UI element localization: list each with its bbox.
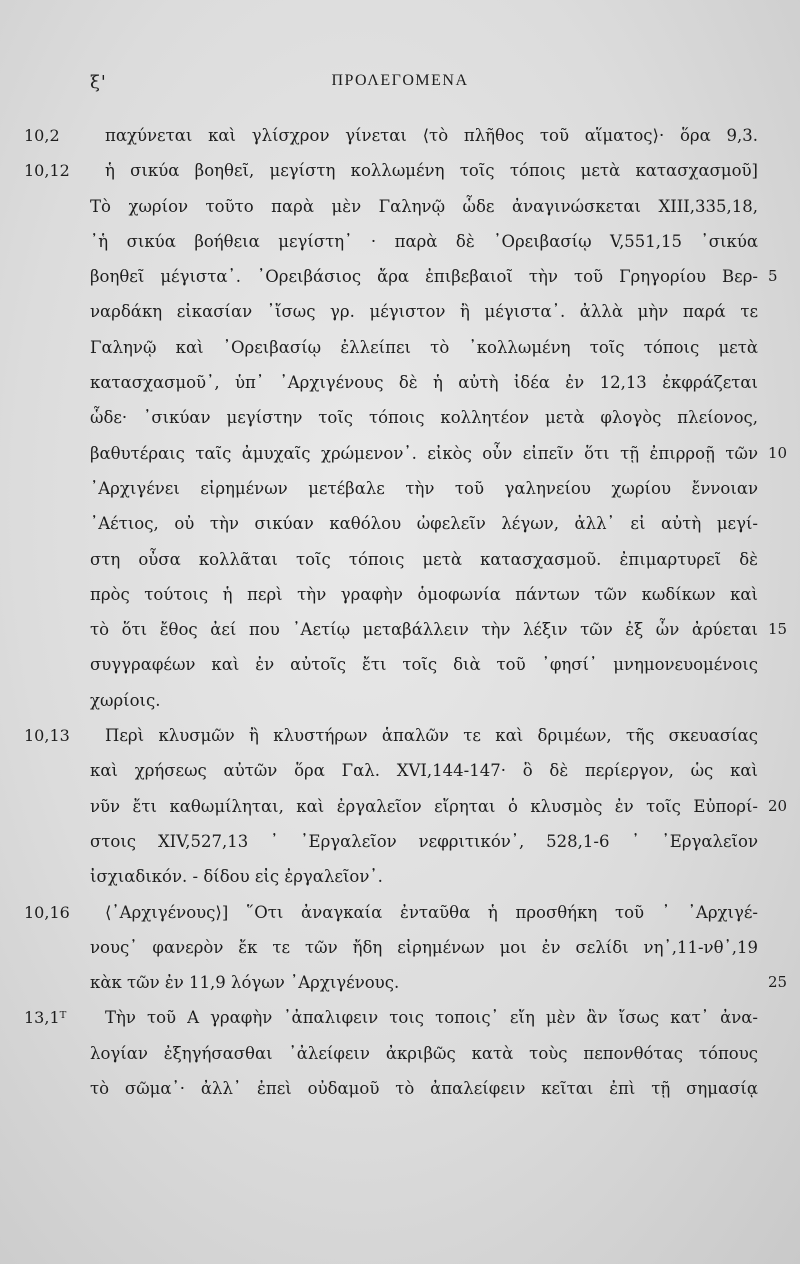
margin-line-number: 10 [768, 443, 788, 462]
text-line [0, 436, 800, 471]
text-line [0, 789, 800, 824]
text-line [0, 577, 800, 612]
text-line [0, 330, 800, 365]
line-text: βοηθεῖ μέγιστα᾿. ᾿Ορειβάσιος ἄρα ἐπιβεβαιοῖ τὴν τοῦ Γρηγορίου Βερ- [90, 267, 758, 287]
text-line [0, 365, 800, 400]
line-text: Τὴν τοῦ Α γραφὴν ᾿ἀπαλιφειν τοις τοποις᾿ εἴη μὲν ἂν ἴσως κατ᾿ ἀνα- [105, 1008, 758, 1028]
text-line [0, 824, 800, 859]
text-line [0, 718, 800, 753]
text-line [0, 259, 800, 294]
line-text: κατασχασμοῦ᾿, ὑπ᾿ ᾿Αρχιγένους δὲ ἡ αὐτὴ ἰδέα ἐν 12,13 ἐκφράζεται [90, 373, 758, 393]
line-text: ἡ σικύα βοηθεῖ, μεγίστη κολλωμένη τοῖς τόποις μετὰ κατασχασμοῦ] [105, 161, 758, 181]
line-text: χωρίοις. [90, 690, 161, 710]
margin-line-number: 20 [768, 796, 788, 815]
line-text: ὧδε· ᾿σικύαν μεγίστην τοῖς τόποις κολλητέον μετὰ φλογὸς πλείονος, [90, 408, 758, 428]
line-text: νους᾿ φανερὸν ἔκ τε τῶν ἤδη εἰρημένων μοι ἐν σελίδι νη᾿,11-νθ᾿,19 [90, 937, 758, 957]
text-line [0, 400, 800, 435]
line-text: καὶ χρήσεως αὐτῶν ὅρα Γαλ. XVI,144-147· ὃ δὲ περίεργον, ὡς καὶ [90, 761, 758, 781]
line-text: τὸ σῶμα᾿· ἀλλ᾿ ἐπεὶ οὐδαμοῦ τὸ ἀπαλείφειν κεῖται ἐπὶ τῇ σημασίᾳ [90, 1079, 758, 1099]
line-text: ᾿Αέτιος, οὐ τὴν σικύαν καθόλου ὠφελεῖν λέγων, ἀλλ᾿ εἰ αὐτὴ μεγί- [90, 514, 758, 534]
text-line [0, 294, 800, 329]
line-text: παχύνεται καὶ γλίσχρον γίνεται ⟨τὸ πλῆθος τοῦ αἵματος⟩· ὅρα 9,3. [105, 126, 758, 145]
line-text: ᾿Αρχιγένει εἰρημένων μετέβαλε τὴν τοῦ γαληνείου χωρίου ἔννοιαν [90, 478, 758, 498]
text-line [0, 542, 800, 577]
text-line [0, 859, 800, 894]
line-text: πρὸς τούτοις ἡ περὶ τὴν γραφὴν ὁμοφωνία πάντων τῶν κωδίκων καὶ [90, 584, 758, 604]
text-line [0, 189, 800, 224]
text-line [0, 647, 800, 682]
text-line [0, 612, 800, 647]
text-line [0, 153, 800, 188]
text-line [0, 506, 800, 541]
margin-line-number: 5 [768, 267, 778, 286]
margin-line-number: 25 [768, 973, 788, 992]
text-line [0, 753, 800, 788]
line-text: νῦν ἔτι καθωμίληται, καὶ ἐργαλεῖον εἴρηται ὁ κλυσμὸς ἐν τοῖς Εὐπορί- [90, 796, 758, 816]
text-line [0, 118, 800, 153]
line-text: στη οὖσα κολλᾶται τοῖς τόποις μετὰ κατασχασμοῦ. ἐπιμαρτυρεῖ δὲ [90, 549, 758, 569]
line-text: στοις XIV,527,13 ᾿ ᾿Εργαλεῖον νεφριτικόν᾿, 528,1-6 ᾿ ᾿Εργαλεῖον [90, 831, 758, 851]
line-text: κὰκ τῶν ἐν 11,9 λόγων ᾿Αρχιγένους. [90, 973, 400, 993]
page-header [0, 68, 800, 98]
margin-line-number: 15 [768, 620, 788, 639]
text-line [0, 930, 800, 965]
line-text: ᾿ἡ σικύα βοήθεια μεγίστη᾿ · παρὰ δὲ ᾿Ορειβασίῳ V,551,15 ᾿σικύα [90, 231, 758, 251]
text-line [0, 1000, 800, 1035]
text-line [0, 895, 800, 930]
page-number: ξ' [90, 72, 107, 93]
line-text: Γαληνῷ καὶ ᾿Ορειβασίῳ ἐλλείπει τὸ ᾿κολλωμένη τοῖς τόποις μετὰ [90, 337, 758, 357]
line-text: Περὶ κλυσμῶν ἢ κλυστήρων ἁπαλῶν τε καὶ δριμέων, τῆς σκευασίας [105, 726, 758, 746]
line-reference: 10,2 [24, 126, 60, 145]
line-text: τὸ ὅτι ἔθος ἀεί που ᾿Αετίῳ μεταβάλλειν τὴν λέξιν τῶν ἐξ ὧν ἀρύεται [90, 620, 758, 640]
line-text: λογίαν ἐξηγήσασθαι ᾿ἀλείφειν ἀκριβῶς κατὰ τοὺς πεπονθότας τόπους [90, 1043, 758, 1063]
commentary-body [0, 118, 800, 1106]
line-text: ⟨᾿Αρχιγένους⟩] ῞Οτι ἀναγκαία ἐνταῦθα ἡ προσθήκη τοῦ ᾿ ᾿Αρχιγέ- [105, 902, 758, 922]
text-line [0, 1036, 800, 1071]
line-text: βαθυτέραις ταῖς ἀμυχαῖς χρώμενον᾿. εἰκὸς οὖν εἰπεῖν ὅτι τῇ ἐπιρροῇ τῶν [90, 443, 758, 463]
text-line [0, 1071, 800, 1106]
line-reference: 10,13 [24, 726, 70, 746]
text-line [0, 965, 800, 1000]
running-title: ΠΡΟΛΕΓΟΜΕΝΑ [331, 72, 469, 89]
line-text: Τὸ χωρίον τοῦτο παρὰ μὲν Γαληνῷ ὧδε ἀναγινώσκεται XIII,335,18, [90, 196, 758, 216]
line-reference: 10,12 [24, 161, 70, 181]
line-text: ναρδάκη εἰκασίαν ᾿ἴσως γρ. μέγιστον ἢ μέγιστα᾿. ἀλλὰ μὴν παρά τε [90, 302, 758, 322]
line-reference: 13,1ᵀ [24, 1008, 67, 1028]
line-reference: 10,16 [24, 902, 70, 922]
text-line [0, 471, 800, 506]
text-line [0, 683, 800, 718]
line-text: συγγραφέων καὶ ἐν αὐτοῖς ἔτι τοῖς διὰ τοῦ ᾿φησί᾿ μνημονευομένοις [90, 655, 758, 675]
line-text: ἰσχιαδικόν. - δίδου εἰς ἐργαλεῖον᾿. [90, 867, 383, 887]
text-line [0, 224, 800, 259]
